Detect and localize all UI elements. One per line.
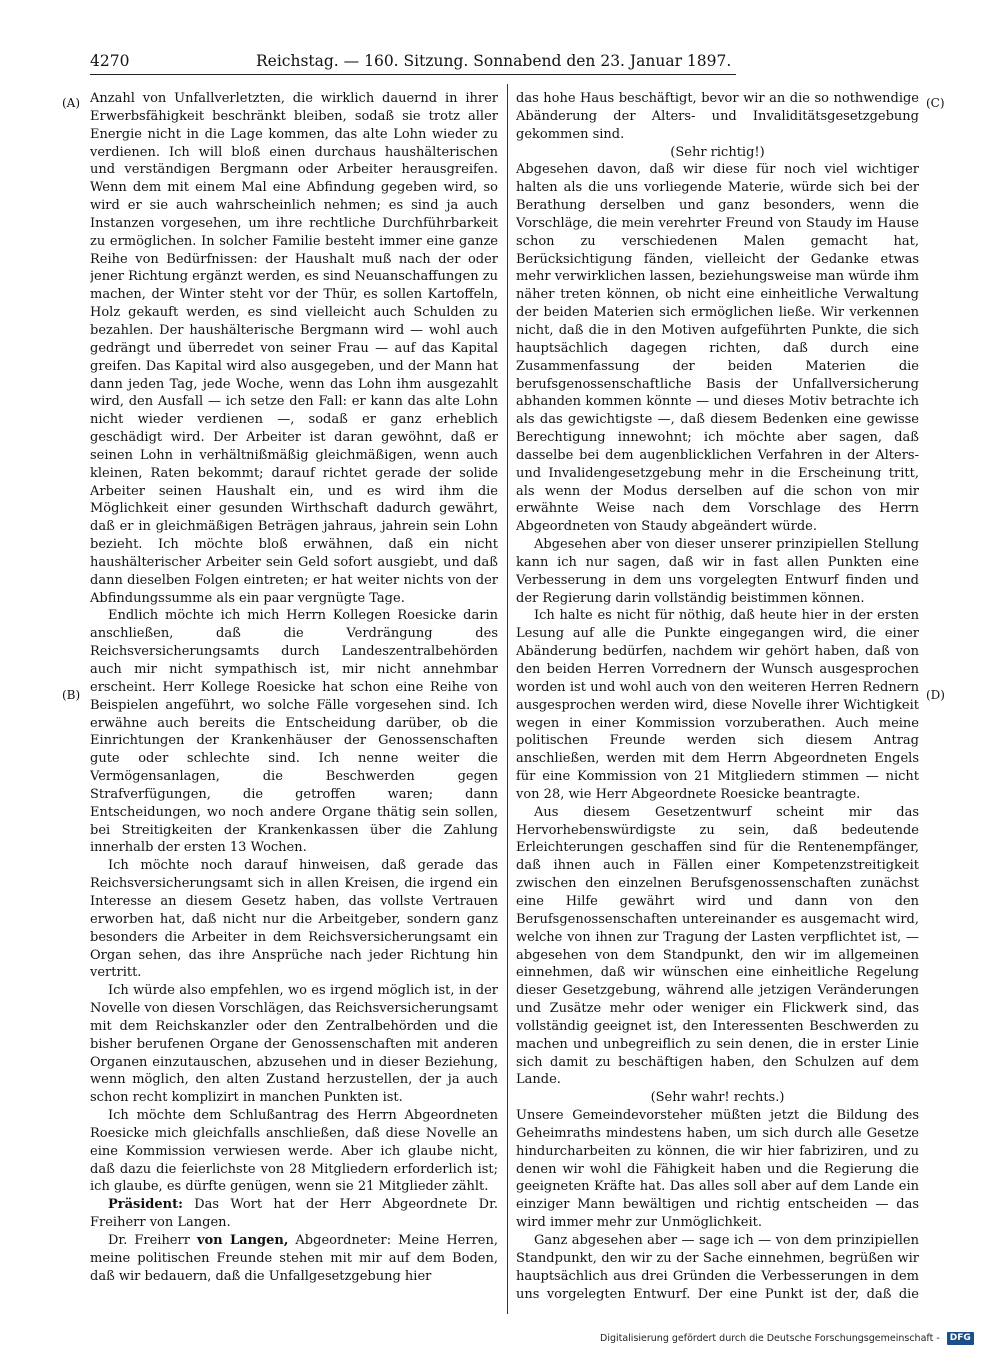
speaker-name: Präsident: xyxy=(108,1197,183,1213)
paragraph xyxy=(516,90,919,144)
paragraph-text: Ich halte es nicht für nöthig, daß heute hier in der ersten Lesung auf alle die Punkte eingegangen wird, die einer Abänderung bedürfen, nachdem wir gehört haben, daß von den beiden Herren Vorrednern der Wunsch ausgesprochen worden ist und wohl auch von den weiteren Herren Rednern ausgesprochen werden wird, diese Novelle ihrer Wichtigkeit wegen in einer Kommission vorzuberathen. Auch meine politischen Freunde werden sich diesem Antrag anschließen, werden mit dem Herrn Abgeordneten Engels für eine Kommission von 21 Mitgliedern stimmen — nicht von 28, wie Herr Abgeordnete Roesicke beantragte. xyxy=(516,608,919,802)
page-footer xyxy=(600,1331,990,1347)
paragraph xyxy=(90,607,498,857)
paragraph-text: Unsere Gemeindevorsteher müßten jetzt die Bildung des Geheimraths mindestens haben, um sich durch alle Gesetze hindurcharbeiten zu können, die wir hier fabriziren, und zu denen wir wohl die Fähigkeit haben und die Regierung die geeigneten Kräfte hat. Das alles soll aber auf dem Lande ein einziger Mann bewältigen und richtig entscheiden — das wird immer mehr zur Unmöglichkeit. xyxy=(516,1108,919,1231)
speaker-paragraph xyxy=(90,1232,498,1286)
interjection-text: (Sehr richtig!) xyxy=(670,144,765,160)
paragraph xyxy=(516,161,919,536)
dfg-logo: DFG xyxy=(947,1332,974,1345)
page-number: 4270 xyxy=(90,52,130,70)
paragraph-text: Endlich möchte ich mich Herrn Kollegen Roesicke darin anschließen, daß die Verdrängung des Reichsversicherungsamts durch Landeszentralbehörden auch mir nicht sympathisch ist, mir nicht annehmbar erscheint. Herr Kollege Roesicke hat schon eine Reihe von Beispielen angeführt, wo solche Fälle vorgesehen sind. Ich erwähne auch bereits die Entscheidung darüber, ob die Einrichtungen der Krankenhäuser der Genossenschaften gute oder schlechte sind. Ich nenne weiter die Vermögensanlagen, die Beschwerden gegen Strafverfügungen, die getroffen waren; dann Entscheidungen, wo noch andere Organe thätig sein sollen, bei Streitigkeiten der Krankenkassen über die Zahlung innerhalb der ersten 13 Wochen. xyxy=(90,608,498,856)
paragraph-text: das hohe Haus beschäftigt, bevor wir an die so nothwendige Abänderung der Alters- und Invaliditätsgesetzgebung gekommen sind. xyxy=(516,91,919,142)
paragraph-text: Ich würde also empfehlen, wo es irgend möglich ist, in der Novelle von diesen Vorschlägen, das Reichsversicherungsamt mit dem Reichskanzler oder den Zentralbehörden und die bisher berufenen Organe der Genossenschaften mit anderen Organen einzutauschen, abzusehen und in dieser Beziehung, wenn möglich, den alten Zustand herzustellen, der ja auch schon recht komplizirt in manchen Punkten ist. xyxy=(90,983,498,1106)
paragraph xyxy=(90,1107,498,1196)
paragraph xyxy=(516,1232,919,1305)
paragraph-text: Ich möchte dem Schlußantrag des Herrn Abgeordneten Roesicke mich gleichfalls anschließen, daß diese Novelle an eine Kommission verwiesen werde. Aber ich glaube nicht, daß dazu die feierlichste von 28 Mitgliedern erforderlich ist; ich glaube, es dürfte genügen, wenn sie 21 Mitglieder zählt. xyxy=(90,1108,498,1195)
paragraph-text: Aus diesem Gesetzentwurf scheint mir das Hervorhebenswürdigste zu sein, daß bedeutende Erleichterungen geschaffen sind für die Rentenempfänger, daß ihnen auch in Fällen einer Kompetenzstreitigkeit zwischen den einzelnen Berufsgenossenschaften zunächst eine Hilfe gewährt wird und dann von den Berufsgenossenschaften untereinander es ausgemacht wird, welche von ihnen zur Tragung der Lasten verpflichtet ist, — abgesehen von dem Standpunkt, den wir im allgemeinen einnehmen, daß wir wünschen eine einheitliche Regelung dieser Gesetzgebung, während alle jetzigen Veränderungen und Zusätze mehr oder weniger ein Flickwerk sind, das vollständig geeignet ist, den Interessenten Beschwerden zu machen und unbegreiflich zu sein denen, die in erster Linie sich damit zu beschäftigen haben, den Schulzen auf dem Lande. xyxy=(516,804,919,1088)
page-header xyxy=(90,48,736,74)
speaker-prefix: Dr. Freiherr xyxy=(108,1233,197,1248)
paragraph-text: Abgesehen aber von dieser unserer prinzipiellen Stellung kann ich nur sagen, daß wir in fast allen Punkten eine Verbesserung in dem uns vorgelegten Entwurf finden und der Regierung darin vollständig beistimmen können. xyxy=(516,537,919,606)
digitization-credit: Digitalisierung gefördert durch die Deutsche Forschungsgemeinschaft - xyxy=(600,1333,940,1344)
speaker-name: von Langen, xyxy=(196,1233,289,1248)
paragraph xyxy=(516,536,919,607)
speaker-text: Das Wort hat der Herr Abgeordnete Dr. Freiherr von Langen. xyxy=(90,1197,498,1231)
running-title: Reichstag. — 160. Sitzung. Sonnabend den 23. Januar 1897. xyxy=(256,52,732,70)
paragraph-text: Anzahl von Unfallverletzten, die wirklich dauernd in ihrer Erwerbsfähigkeit beschränkt bleiben, sodaß sie trotz aller Energie nicht in die Lage kommen, das alte Lohn wieder zu verdienen. Ich will bloß einen durchaus haushälterischen und verständigen Bergmann oder Arbeiter herausgreifen. Wenn dem mit einem Mal eine Abfindung gegeben wird, so wird er sie auch wahrscheinlich nehmen; es sind ja auch Instanzen vorgesehen, um ihre rechtliche Durchführbarkeit zu ermöglichen. In solcher Familie besteht immer eine ganze Reihe von Bedürfnissen: der Haushalt muß nach der oder jener Richtung ergänzt werden, es sind Neuanschaffungen zu machen, der Winter steht vor der Thür, es sollen Kartoffeln, Holz gekauft werden, es sind vielleicht auch Schulden zu bezahlen. Der haushälterische Bergmann wird — wohl auch gedrängt und überredet von seiner Frau — auf das Kapital greifen. Das Kapital wird also ausgegeben, und der Mann hat dann jeden Tag, jede Woche, wenn das Lohn ihm ausgezahlt wird, den Ausfall — ich setze den Fall: er kann das alte Lohn nicht wieder verdienen —, sodaß er ganz erheblich geschädigt wird. Der Arbeiter ist daran gewöhnt, daß er seinen Lohn in verhältnißmäßig gleichmäßigen, wenn auch kleinen, Raten bekommt; darauf richtet gerade der solide Arbeiter seinen Haushalt ein, und es wird ihm die Möglichkeit einer gesunden Wirthschaft dadurch gewährt, daß er in gleichmäßigen Beträgen jahraus, jahrein sein Lohn bezieht. Ich möchte bloß erwähnen, daß ein nicht haushälterischer Arbeiter sein Geld sofort ausgiebt, und daß dann dieselben Folgen eintreten; er hat weiter nichts von der Abfindungssumme als ein paar vergnügte Tage. xyxy=(90,91,498,606)
paragraph xyxy=(516,804,919,1090)
speaker-text: Abgeordneter: Meine Herren, meine politischen Freunde stehen mit mir auf dem Boden, daß wir bedauern, daß die Unfallgesetzgebung hier xyxy=(90,1233,498,1284)
left-column xyxy=(90,90,498,1305)
speaker-paragraph xyxy=(90,1196,498,1232)
paragraph-text: Ganz abgesehen aber — sage ich — von dem prinzipiellen Standpunkt, den wir zu der Sache einnehmen, begrüßen wir hauptsächlich aus drei Gründen die Verbesserungen in dem uns vorgelegten Entwurf. Der eine Punkt ist der, daß die xyxy=(516,1233,919,1302)
margin-marker-d: (D) xyxy=(926,688,945,702)
margin-marker-b: (B) xyxy=(62,688,81,702)
paragraph-text: Abgesehen davon, daß wir diese für noch viel wichtiger halten als die uns vorliegende Materie, würde sich bei der Berathung derselben und ganz besonders, wenn die Vorschläge, die mein verehrter Freund von Staudy im Hause schon zu verschiedenen Malen gemacht hat, Berücksichtigung fänden, vielleicht der Gedanke etwas mehr verwirklichen lassen, beziehungsweise man würde ihm näher treten können, ob nicht eine einheitliche Verwaltung der beiden Materien sich ermöglichen ließe. Wir verkennen nicht, daß die in den Motiven aufgeführten Punkte, die sich hauptsächlich dagegen richten, daß durch eine Zusammenfassung der beiden Materien die berufsgenossenschaftliche Basis der Unfallversicherung abhanden kommen könnte — und dieses Motiv betrachte ich als das gewichtigste —, daß diesem Bedenken eine gewisse Berechtigung innewohnt; ich möchte aber sagen, daß dasselbe bei dem augenblicklichen Verfahren in der Alters- und Invalidengesetzgebung mehr in die Erscheinung tritt, als wenn der Modus derselben auf die schon von mir erwähnte Weise nach dem Vorschlage des Herrn Abgeordneten von Staudy abgeändert würde. xyxy=(516,162,919,535)
margin-marker-a: (A) xyxy=(62,96,81,110)
paragraph xyxy=(90,857,498,982)
paragraph xyxy=(516,1107,919,1232)
paragraph xyxy=(90,90,498,607)
column-divider xyxy=(507,84,508,1314)
paragraph xyxy=(516,607,919,803)
header-rule xyxy=(90,74,736,75)
interjection xyxy=(516,1089,919,1107)
paragraph-text: Ich möchte noch darauf hinweisen, daß gerade das Reichsversicherungsamt sich in allen Kreisen, die irgend ein Interesse an diesem Gesetz haben, das vollste Vertrauen erworben hat, daß nicht nur die Arbeitgeber, sondern ganz besonders die Arbeiter in dem Reichsversicherungsamt ein Organ sehen, das ihre Ansprüche nach jeder Richtung hin vertritt. xyxy=(90,858,498,981)
right-column xyxy=(516,90,919,1305)
interjection-text: (Sehr wahr! rechts.) xyxy=(650,1090,785,1106)
margin-marker-c: (C) xyxy=(926,96,945,110)
paragraph xyxy=(90,982,498,1107)
interjection xyxy=(516,144,919,162)
